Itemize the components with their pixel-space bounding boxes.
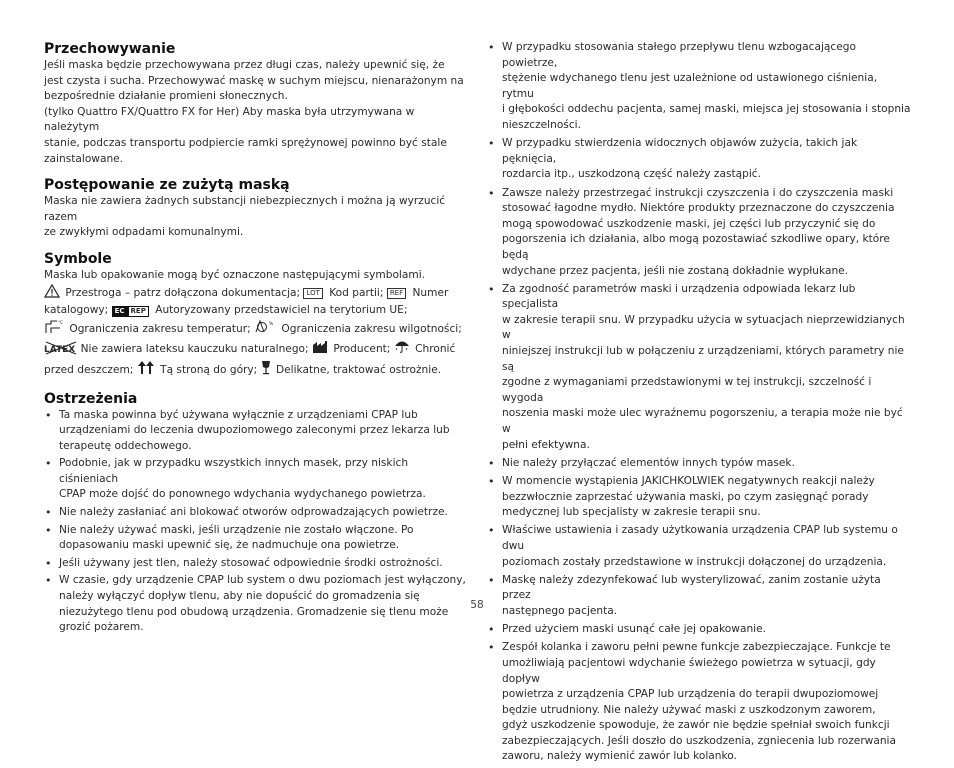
symbols-line-4: LATEX Nie zawiera lateksu kauczuku naturalnego; Producent; Chronić [44, 339, 468, 360]
list-item: • Zespół kolanka i zaworu pełni pewne funkcje zabezpieczające. Funkcje te umożliwiają pacjentowi wdychanie świeżego powietrza w sytuacji, gdy dopływ powietrza z urządzenia CPAP lub urządzenia do terapii dwupoziomowej będzie utrudniony. Nie należy używać maski z uszkodzonym zaworem, gdyż uszkodzenie spowoduje, że zawór nie będzie spełniał swoich funkcji zabezpieczających. Jeśli doszło do uszkodzenia, zgniecenia lub rozerwania zaworu, należy wymienić zawór lub kolanko. [487, 640, 911, 765]
umbrella-icon [394, 339, 410, 360]
lot-symbol: LOT [303, 288, 322, 299]
storage-heading: Przechowywanie [44, 41, 176, 57]
symbols-intro: Maska lub opakowanie mogą być oznaczone następującymi symbolami. [44, 268, 426, 281]
list-item: • Ta maska powinna być używana wyłącznie z urządzeniami CPAP lub urządzeniami do leczenia dwupoziomowego zaleconymi przez lekarza lub terapeutę oddechowego. [44, 408, 468, 455]
list-item: • W czasie, gdy urządzenie CPAP lub system o dwu poziomach jest wyłączony, należy wyłączyć dopływ tlenu, aby nie dopuścić do gromadzenia się niezużytego tlenu pod obudową urządzenia. Gromadzenie się tlenu może grozić pożarem. [44, 573, 468, 635]
manufacturer-icon [312, 341, 328, 360]
symbols-heading: Symbole [44, 250, 112, 267]
temperature-limit-icon [44, 319, 64, 340]
list-item: • Nie należy zasłaniać ani blokować otworów odprowadzających powietrze. [44, 505, 468, 521]
symbols-line-3: °C Ograniczenia zakresu temperatur; % Ograniczenia zakresu wilgotności; [44, 319, 468, 340]
list-item: • Nie należy używać maski, jeśli urządzenie nie zostało włączone. Po dopasowaniu maski upewnić się, że nadmuchuje ona powietrze. [44, 523, 468, 554]
storage-text: Jeśli maska będzie przechowywana przez długi czas, należy upewnić się, że jest czysta i sucha. Przechowywać maskę w suchym miejscu, nienarażonym na bezpośrednie działanie promieni słonecznych. (tylko Quattro FX/Quattro FX for Her) Aby maska była utrzymywana w należytym stanie, podczas transportu podpiercie ramki sprężynowej powinno być stale zainstalowane. [44, 59, 464, 165]
list-item: • W momencie wystąpienia JAKICHKOLWIEK negatywnych reakcji należy bezzwłocznie zaprzestać używania maski, po czym zasięgnąć porady medycznej lub specjalisty w zakresie terapii snu. [487, 474, 911, 521]
list-item: • Podobnie, jak w przypadku wszystkich innych masek, przy niskich ciśnieniach CPAP może dojść do ponownego wdychania wydychanego powietrza. [44, 456, 468, 503]
warnings-heading: Ostrzeżenia [44, 390, 138, 407]
right-column [487, 40, 911, 768]
symbols-line-2: katalogowy; EC REP Autoryzowany przedstawiciel na terytorium UE; [44, 304, 408, 317]
list-item: • Nie należy przyłączać elementów innych typów masek. [487, 456, 911, 472]
ec-rep-symbol: EC REP [112, 306, 149, 317]
disposal-text: Maska nie zawiera żadnych substancji niebezpiecznych i można ją wyrzucić razem ze zwykłymi odpadami komunalnymi. [44, 195, 446, 239]
list-item: • W przypadku stosowania stałego przepływu tlenu wzbogacającego powietrze, stężenie wdychanego tlenu jest uzależnione od ustawionego ciśnienia, rytmu i głębokości oddechu pacjenta, samej maski, miejsca jej stosowania i stopnia nieszczelności. [487, 40, 911, 134]
disposal-heading: Postępowanie ze zużytą maską [44, 177, 290, 194]
fragile-icon [261, 360, 271, 381]
symbols-line-1: Przestroga – patrz dołączona dokumentacja; LOT Kod partii; REF Numer [44, 284, 468, 304]
warnings-list-continued [487, 40, 911, 765]
svg-text:%: % [269, 321, 274, 327]
page-number: 58 [470, 599, 484, 611]
this-way-up-icon [137, 360, 155, 381]
list-item: • Maskę należy zdezynfekować lub wysterylizować, zanim zostanie użyta przez następnego pacjenta. [487, 573, 911, 620]
list-item: • Przed użyciem maski usunąć całe jej opakowanie. [487, 622, 911, 638]
left-column [44, 40, 468, 645]
list-item: • W przypadku stwierdzenia widocznych objawów zużycia, takich jak pęknięcia, rozdarcia itp., uszkodzoną część należy zastąpić. [487, 136, 911, 183]
storage-section [44, 40, 468, 167]
disposal-section [44, 176, 468, 241]
humidity-limit-icon [254, 319, 276, 340]
list-item: • Zawsze należy przestrzegać instrukcji czyszczenia i do czyszczenia maski stosować łagodne mydło. Niektóre produkty przeznaczone do czyszczenia mogą spowodować uszkodzenie maski, jej części lub przyczynić się do pogorszenia ich działania, albo mogą pozostawiać szkodliwe opary, które będą wdychane przez pacjenta, jeśli nie zostaną dokładnie wypłukane. [487, 186, 911, 280]
caution-icon [44, 284, 60, 304]
latex-free-symbol: LATEX [44, 343, 75, 359]
list-item: • Jeśli używany jest tlen, należy stosować odpowiednie środki ostrożności. [44, 556, 468, 572]
symbols-section [44, 250, 468, 381]
list-item: • Za zgodność parametrów maski i urządzenia odpowiada lekarz lub specjalista w zakresie terapii snu. W przypadku użycia w sytuacjach nieprzewidzianych w niniejszej instrukcji lub w połączeniu z urządzeniami, których parametry nie są zgodne z wymaganiami przedstawionymi w tej instrukcji, szczelność i wygoda noszenia maski może ulec wyraźnemu pogorszeniu, a terapia może nie być w pełni efektywna. [487, 282, 911, 454]
ref-symbol: REF [387, 288, 406, 299]
symbols-line-5: przed deszczem; Tą stroną do góry; Delikatne, traktować ostrożnie. [44, 360, 468, 381]
list-item: • Właściwe ustawienia i zasady użytkowania urządzenia CPAP lub systemu o dwu poziomach zostały przedstawione w instrukcji dołączonej do urządzenia. [487, 523, 911, 570]
svg-text:°C: °C [58, 319, 63, 325]
